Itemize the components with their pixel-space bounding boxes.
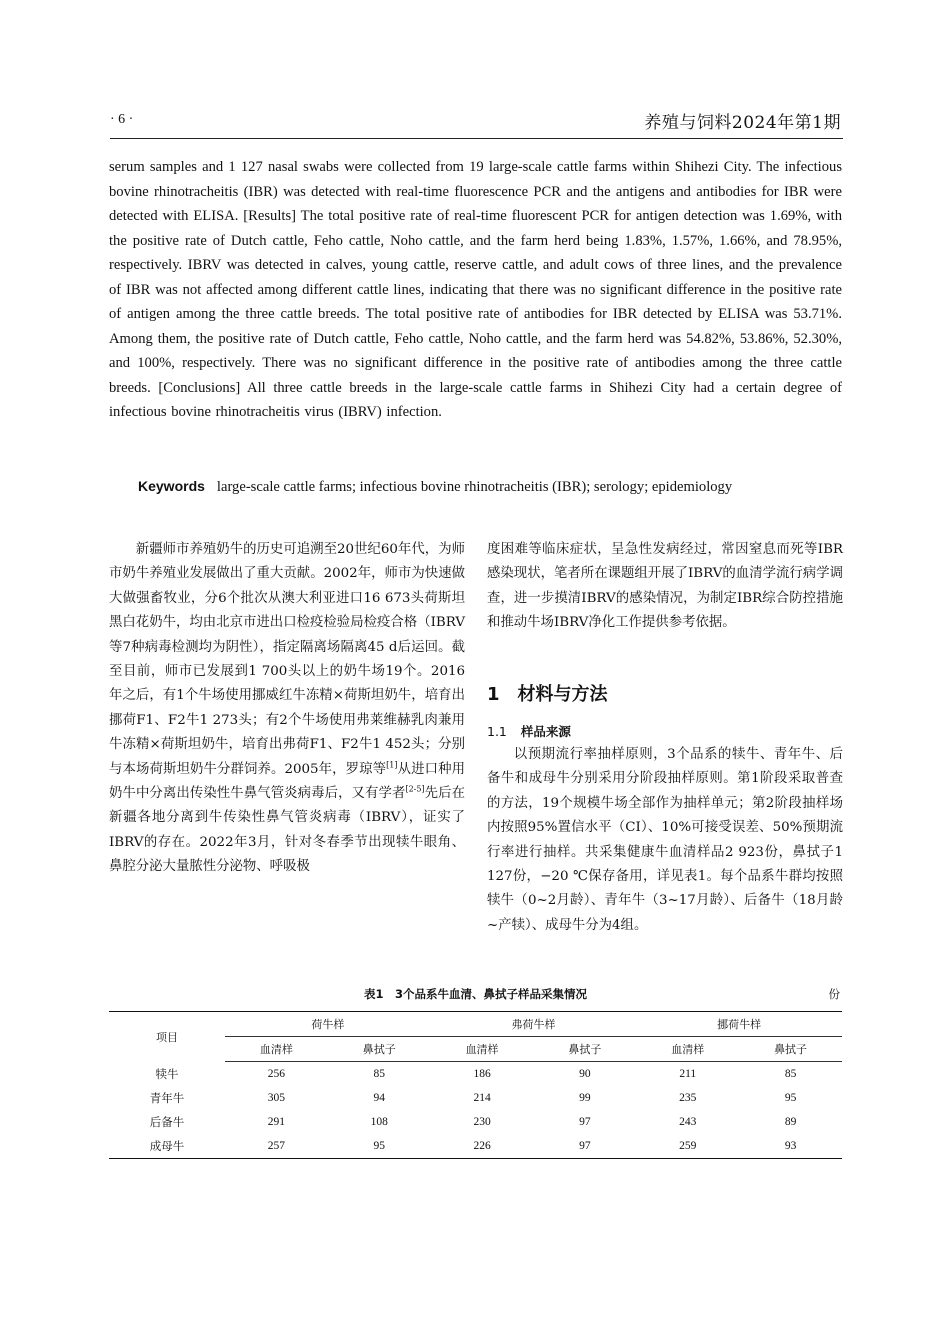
sub-header: 血清样 bbox=[636, 1037, 739, 1062]
table-cell: 305 bbox=[267, 1092, 286, 1104]
keywords-line bbox=[138, 474, 848, 499]
table-cell: 243 bbox=[679, 1116, 697, 1128]
table-cell: 95 bbox=[784, 1092, 797, 1104]
intro-text-c: 先后在新疆各地分离到牛传染性鼻气管炎病毒（IBRV），证实了IBRV的存在。2022年3月，针对冬春季节出现犊牛眼角、鼻腔分泌大量脓性分泌物、呼吸极 bbox=[109, 786, 466, 875]
table-cell: 235 bbox=[679, 1092, 697, 1104]
sub-header: 鼻拭子 bbox=[328, 1037, 431, 1062]
intro-left-column bbox=[109, 538, 465, 880]
row-label: 成母牛 bbox=[149, 1141, 185, 1153]
table-unit: 份 bbox=[828, 987, 840, 1001]
table-cell: 256 bbox=[267, 1068, 286, 1080]
table-caption bbox=[109, 986, 842, 1006]
table-cell: 226 bbox=[473, 1140, 491, 1152]
group-header: 荷牛样 bbox=[225, 1012, 431, 1037]
table-cell: 291 bbox=[267, 1116, 286, 1128]
keywords-text: large-scale cattle farms; infectious bovine rhinotracheitis (IBR); serology; epidemiology bbox=[216, 479, 733, 495]
table-cell: 85 bbox=[373, 1068, 385, 1080]
table-cell: 85 bbox=[784, 1068, 797, 1080]
table-cell: 230 bbox=[473, 1116, 491, 1128]
table-cell: 94 bbox=[373, 1092, 385, 1104]
row-label: 犊牛 bbox=[155, 1068, 179, 1081]
table-row bbox=[109, 1110, 842, 1134]
sub-header: 血清样 bbox=[431, 1037, 534, 1062]
citation-ref: [2-5] bbox=[405, 784, 425, 794]
table-cell: 95 bbox=[373, 1140, 385, 1152]
running-header bbox=[110, 106, 843, 139]
section-heading-1 bbox=[487, 680, 608, 706]
section-heading-1-1 bbox=[487, 722, 571, 740]
table-cell: 90 bbox=[579, 1068, 591, 1080]
sample-table bbox=[109, 1011, 842, 1159]
intro-continuation: 度困难等临床症状，呈急性发病经过，常因窒息而死等IBR感染现状，笔者所在课题组开展了IBRV的血清学流行病学调查，进一步摸清IBRV的感染情况，为制定IBR综合防控措施和推动牛场IBRV净化工作提供参考依据。 bbox=[487, 542, 843, 631]
table-cell: 186 bbox=[473, 1068, 491, 1080]
citation-ref: [1] bbox=[386, 760, 398, 770]
intro-right-column bbox=[487, 538, 843, 636]
sub-header: 鼻拭子 bbox=[739, 1037, 842, 1062]
table-cell: 99 bbox=[579, 1092, 591, 1104]
section-title: 材料与方法 bbox=[517, 684, 608, 705]
table-title: 表1 3个品系牛血清、鼻拭子样品采集情况 bbox=[363, 987, 587, 1001]
english-abstract: serum samples and 1 127 nasal swabs were collected from 19 large-scale cattle farms within Shihezi City. The infectious bovine rhinotracheitis (IBR) was detected with real-time fluorescence PCR and the antigens and antibodies for IBR were detected with ELISA. [Results] The total positive rate of real-time fluorescent PCR for antigen detection was 1.69%, with the positive rate of Dutch cattle, Feho cattle, Noho cattle, and the farm herd being 1.83%, 1.57%, 1.66%, and 78.95%, respectively. IBRV was detected in calves, young cattle, reserve cattle, and adult cows of three lines, and the prevalence of IBR was not affected among different cattle lines, indicating that there was no significant difference in the positive rate of antigen among the three cattle breeds. The total positive rate of antibodies for IBR detected by ELISA was 53.71%. Among them, the positive rate of Dutch cattle, Feho cattle, Noho cattle, and the farm herd was 54.82%, 53.86%, 52.30%, and 100%, respectively. There was no significant difference in the positive rate of antibodies among the three cattle breeds. [Conclusions] All three cattle breeds in the large-scale cattle farms in Shihezi City had a certain degree of infectious bovine rhinotracheitis virus (IBRV) infection. bbox=[109, 159, 842, 420]
table-cell: 89 bbox=[784, 1116, 797, 1128]
keywords-label: Keywords bbox=[138, 478, 205, 494]
section-number: 1 bbox=[487, 684, 500, 705]
table-item-header: 项目 bbox=[156, 1030, 178, 1044]
group-header: 弗荷牛样 bbox=[431, 1012, 637, 1037]
table-row bbox=[109, 1134, 842, 1159]
table-cell: 97 bbox=[579, 1116, 591, 1128]
sample-source-paragraph: 以预期流行率抽样原则，3个品系的犊牛、青年牛、后备牛和成母牛分别采用分阶段抽样原则。第1阶段采取普查的方法，19个规模牛场全部作为抽样单元；第2阶段抽样场内按照95%置信水平（CI）、10%可接受误差、50%预期流行率进行抽样。共采集健康牛血清样品2 923份，鼻拭子1 127份，−20 ℃保存备用，详见表1。每个品系牛群均按照犊牛（0~2月龄）、青年牛（3~17月龄）、后备牛（18月龄~产犊）、成母牛分为4组。 bbox=[487, 747, 843, 933]
table-cell: 97 bbox=[579, 1140, 591, 1152]
intro-text-a: 新疆师市养殖奶牛的历史可追溯至20世纪60年代，为师市奶牛养殖业发展做出了重大贡献。2002年，师市为快速做大做强畜牧业，分6个批次从澳大利亚进口16 673头荷斯坦黑白花奶牛，均由北京市进出口检疫检验局检疫合格（IBRV等7种病毒检测均为阴性），指定隔离场隔离45 d后运回。截至目前，师市已发展到1 700头以上的奶牛场19个。2016年之后，有1个牛场使用挪威红牛冻精×荷斯坦奶牛，培育出挪荷F1、F2牛1 273头；有2个牛场使用弗莱维赫乳肉兼用牛冻精×荷斯坦奶牛，培育出弗荷F1、F2牛1 452头；分别与本场荷斯坦奶牛分群饲养。2005年，罗琼等 bbox=[109, 542, 465, 777]
journal-title: 养殖与饲料2024年第1期 bbox=[644, 113, 841, 133]
intro-paragraph bbox=[109, 538, 465, 880]
row-label: 后备牛 bbox=[149, 1117, 185, 1129]
table-row bbox=[109, 1062, 842, 1087]
table-cell: 108 bbox=[370, 1116, 388, 1128]
group-header: 挪荷牛样 bbox=[636, 1012, 842, 1037]
sub-header: 血清样 bbox=[225, 1037, 328, 1062]
table-row bbox=[109, 1086, 842, 1110]
table-cell: 214 bbox=[473, 1092, 491, 1104]
sample-source-text-column bbox=[487, 743, 843, 938]
table-cell: 211 bbox=[679, 1068, 697, 1080]
intro-text-b: 从进口种用奶牛中分离出传染性牛鼻气管炎病毒后，又有学者 bbox=[109, 761, 466, 802]
sub-header: 鼻拭子 bbox=[533, 1037, 636, 1062]
table-cell: 257 bbox=[267, 1140, 286, 1152]
table-cell: 93 bbox=[784, 1140, 797, 1152]
table-cell: 259 bbox=[679, 1140, 697, 1152]
subsection-number: 1.1 bbox=[487, 724, 507, 739]
subsection-title: 样品来源 bbox=[520, 724, 571, 739]
page-number: · 6 · bbox=[110, 112, 134, 127]
row-label: 青年牛 bbox=[149, 1093, 185, 1105]
